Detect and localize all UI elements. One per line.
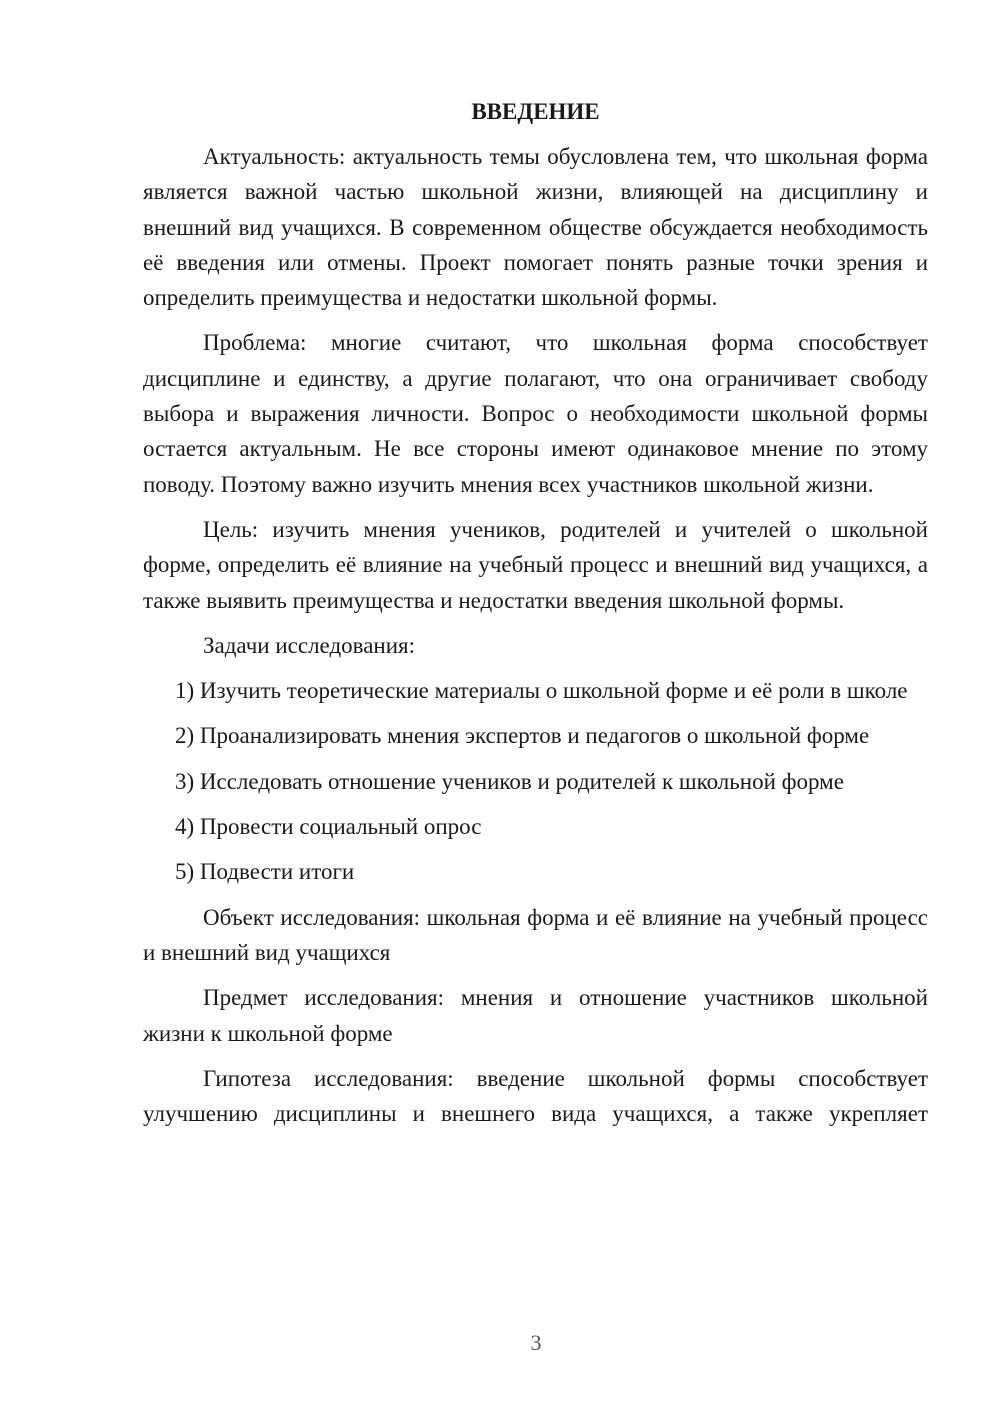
task-item-3: 3) Исследовать отношение учеников и родителей к школьной форме — [175, 768, 844, 794]
paragraph-goal: Цель: изучить мнения учеников, родителей и учителей о школьной форме, определить её влияние на учебный процесс и внешний вид учащихся, а также выявить преимущества и недостатки введения школьной формы. — [143, 516, 928, 613]
paragraph-relevance: Актуальность: актуальность темы обусловлена тем, что школьная форма является важной частью школьной жизни, влияющей на дисциплину и внешний вид учащихся. В современном обществе обсуждается необходимость её введения или отмены. Проект помогает понять разные точки зрения и определить преимущества и недостатки школьной формы. — [143, 144, 928, 311]
task-item-4: 4) Провести социальный опрос — [175, 814, 482, 840]
paragraph-object: Объект исследования: школьная форма и её влияние на учебный процесс и внешний вид учащихся — [143, 904, 928, 965]
task-item-1: 1) Изучить теоретические материалы о школьной форме и её роли в школе — [175, 678, 908, 704]
task-item-5: 5) Подвести итоги — [175, 859, 355, 885]
tasks-title: Задачи исследования: — [203, 632, 416, 658]
paragraph-problem: Проблема: многие считают, что школьная форма способствует дисциплине и единству, а другие полагают, что она ограничивает свободу выбора и выражения личности. Вопрос о необходимости школьной формы остается актуальным. Не все стороны имеют одинаковое мнение по этому поводу. Поэтому важно изучить мнения всех участников школьной жизни. — [143, 330, 928, 497]
task-item-2: 2) Проанализировать мнения экспертов и педагогов о школьной форме — [175, 723, 870, 749]
section-heading: ВВЕДЕНИЕ — [471, 99, 600, 124]
page-number: 3 — [530, 1330, 542, 1355]
page-content — [143, 94, 928, 1141]
paragraph-hypothesis: Гипотеза исследования: введение школьной формы способствует улучшению дисциплины и внешнего вида учащихся, а также укрепляет — [143, 1065, 928, 1127]
paragraph-subject: Предмет исследования: мнения и отношение участников школьной жизни к школьной форме — [143, 985, 928, 1046]
